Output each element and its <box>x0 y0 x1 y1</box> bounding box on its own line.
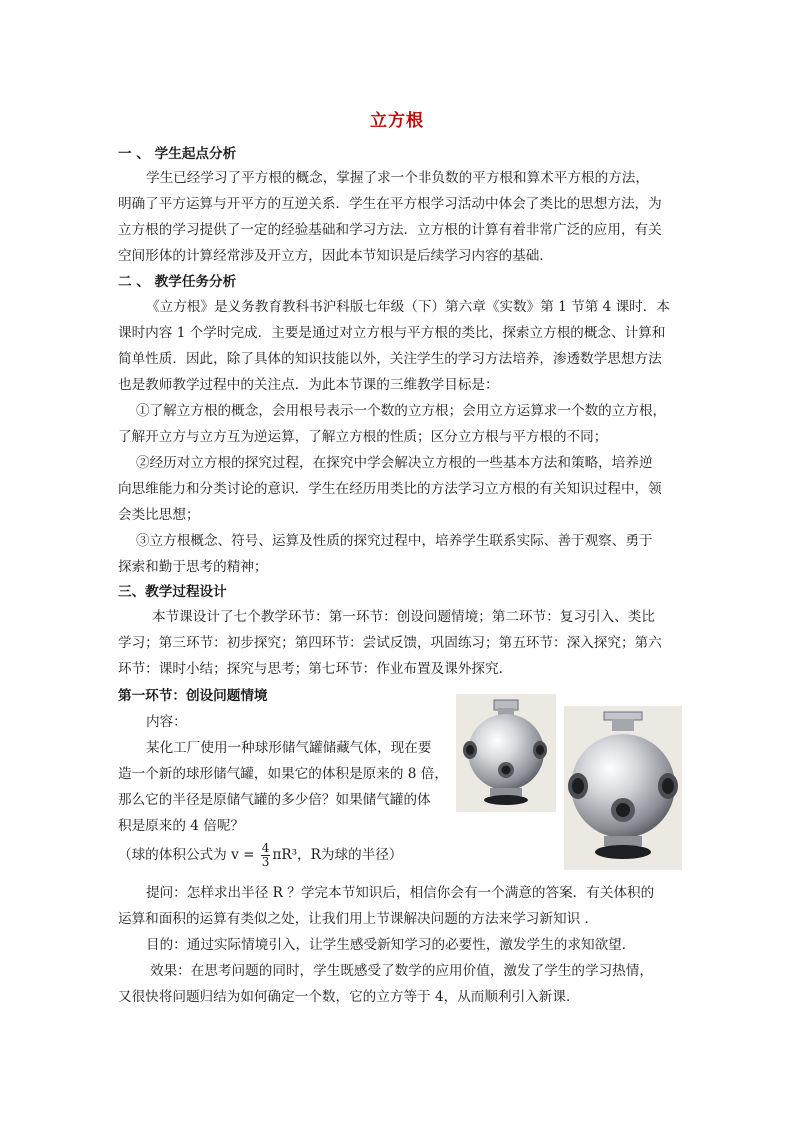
question-line: 提问：怎样求出半径 R ？学完本节知识后，相信你会有一个满意的答案．有关体积的 <box>146 885 655 901</box>
goal-3-line: 探索和勤于思考的精神； <box>118 559 268 575</box>
problem-line: 积是原来的 4 倍呢？ <box>118 818 245 834</box>
fraction <box>261 842 271 869</box>
spherical-tank-image <box>564 706 682 870</box>
formula-prefix: （球的体积公式为 v = <box>118 847 259 863</box>
page-title: 立方根 <box>370 111 424 131</box>
spherical-tank-image <box>456 694 556 812</box>
fraction-denominator: 3 <box>261 855 270 869</box>
goal-2-line: 向思维能力和分类讨论的意识．学生在经历用类比的方法学习立方根的有关知识过程中，领 <box>118 481 662 497</box>
goal-2-line: 会类比思想； <box>118 507 200 523</box>
question-line: 运算和面积的运算有类似之处，让我们用上节课解决问题的方法来学习新知识 ． <box>118 911 599 927</box>
paragraph-line: 课时内容 1 个学时完成．主要是通过对立方根与平方根的类比，探索立方根的概念、计算和 <box>118 325 666 341</box>
section-heading-1: 一 、 学生起点分析 <box>118 146 237 162</box>
paragraph-line: 《立方根》是义务教育教科书沪科版七年级（下）第六章《实数》第 1 节第 4 课时．本 <box>146 299 670 315</box>
step-1-heading: 第一环节：创设问题情境 <box>118 688 268 704</box>
paragraph-line: 也是教师教学过程中的关注点．为此本节课的三维教学目标是： <box>118 377 499 393</box>
goal-1-line: 了解开立方与立方互为逆运算，了解立方根的性质；区分立方根与平方根的不同； <box>118 429 608 445</box>
goal-1-line: ①了解立方根的概念，会用根号表示一个数的立方根；会用立方运算求一个数的立方根， <box>136 403 667 419</box>
problem-line: 那么它的半径是原储气罐的多少倍？如果储气罐的体 <box>118 792 431 808</box>
paragraph-line: 简单性质．因此，除了具体的知识技能以外，关注学生的学习方法培养，渗透数学思想方法 <box>118 351 662 367</box>
paragraph-line: 学习；第三环节：初步探究；第四环节：尝试反馈，巩固练习；第五环节：深入探究；第六 <box>118 635 662 651</box>
effect-line: 效果：在思考问题的同时，学生既感受了数学的应用价值，激发了学生的学习热情， <box>150 963 653 979</box>
sphere-volume-formula <box>118 842 402 869</box>
section-heading-3: 三、教学过程设计 <box>118 584 227 600</box>
spherical-tank-photo-small <box>456 694 556 812</box>
paragraph-line: 本节课设计了七个教学环节：第一环节：创设问题情境；第二环节：复习引入、类比 <box>152 609 655 625</box>
spherical-tank-photo-large <box>564 706 682 870</box>
content-label: 内容： <box>146 714 187 730</box>
formula-tail: πR³，R为球的半径） <box>272 847 403 863</box>
purpose-line: 目的：通过实际情境引入，让学生感受新知学习的必要性，激发学生的求知欲望． <box>146 937 636 953</box>
effect-line: 又很快将问题归结为如何确定一个数，它的立方等于 4，从而顺利引入新课． <box>118 989 580 1005</box>
problem-line: 某化工厂使用一种球形储气罐储藏气体，现在要 <box>146 740 432 756</box>
paragraph-line: 明确了平方运算与开平方的互逆关系．学生在平方根学习活动中体会了类比的思想方法，为 <box>118 196 662 212</box>
goal-2-line: ②经历对立方根的探究过程，在探究中学会解决立方根的一些基本方法和策略，培养逆 <box>136 455 653 471</box>
section-heading-2: 二 、 教学任务分析 <box>118 274 237 290</box>
paragraph-line: 空间形体的计算经常涉及开立方，因此本节知识是后续学习内容的基础． <box>118 248 553 264</box>
paragraph-line: 立方根的学习提供了一定的经验基础和学习方法．立方根的计算有着非常广泛的应用，有关 <box>118 222 662 238</box>
problem-line: 造一个新的球形储气罐，如果它的体积是原来的 8 倍， <box>118 766 448 782</box>
paragraph-line: 学生已经学习了平方根的概念，掌握了求一个非负数的平方根和算术平方根的方法， <box>146 170 649 186</box>
fraction-numerator: 4 <box>261 841 270 855</box>
goal-3-line: ③立方根概念、符号、运算及性质的探究过程中，培养学生联系实际、善于观察、勇于 <box>136 533 653 549</box>
paragraph-line: 环节：课时小结；探究与思考；第七环节：作业布置及课外探究． <box>118 661 513 677</box>
